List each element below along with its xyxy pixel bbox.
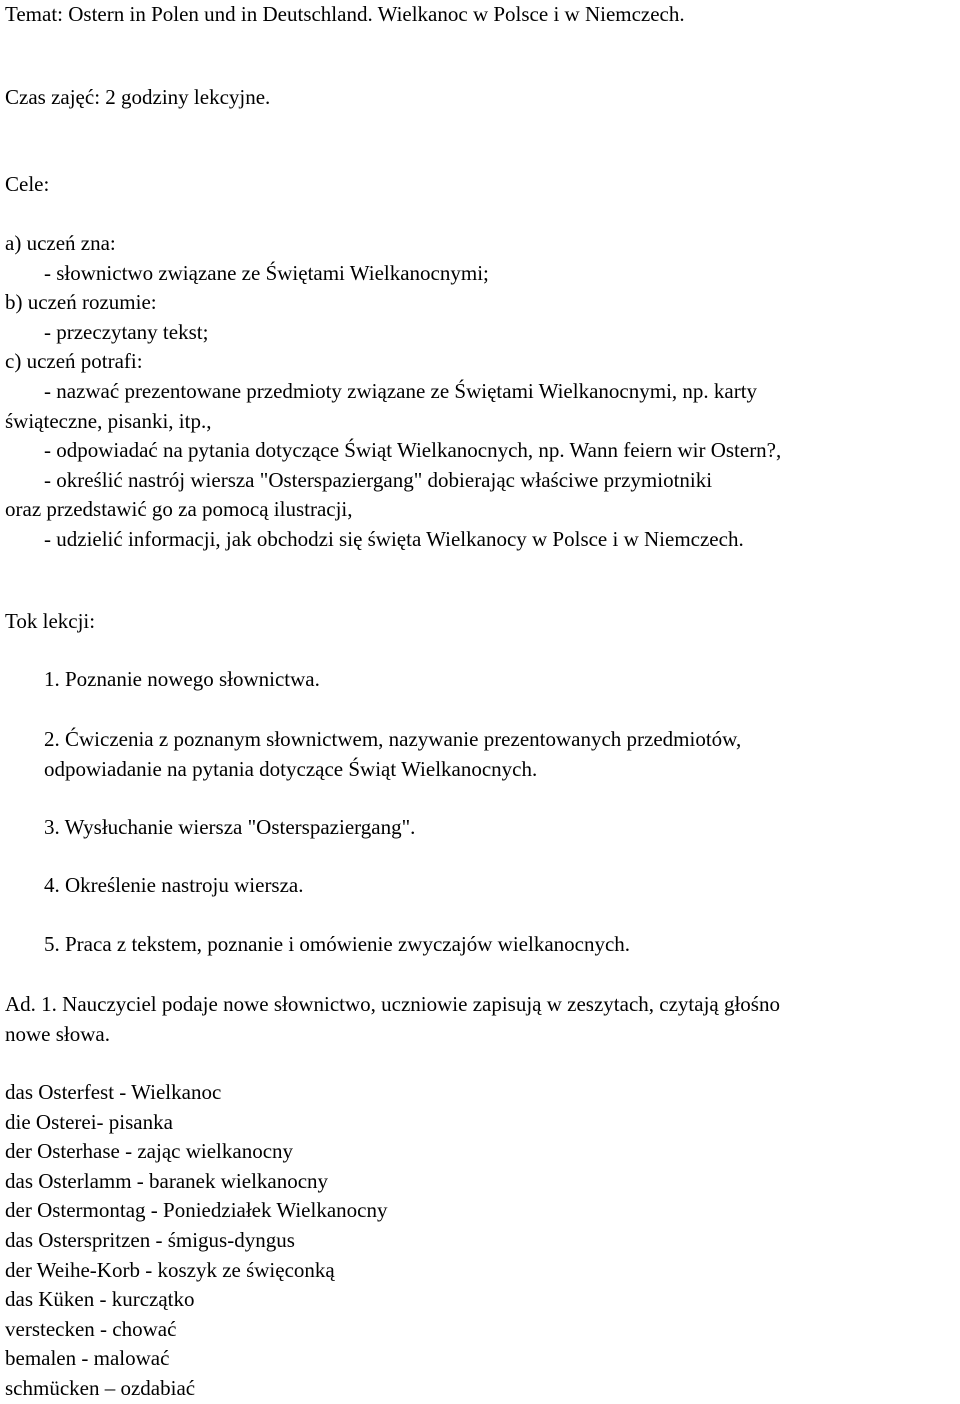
- vocabulary-list: [5, 1078, 387, 1404]
- ad1-paragraph: [5, 990, 780, 1049]
- ad1-line1: Ad. 1. Nauczyciel podaje nowe słownictwo, uczniowie zapisują w zeszytach, czytają głośno: [5, 992, 780, 1016]
- goal-c-item3-line2: oraz przedstawić go za pomocą ilustracji,: [5, 497, 353, 522]
- goals-heading: Cele:: [5, 172, 50, 196]
- lesson-duration: Czas zajęć: 2 godziny lekcyjne.: [5, 85, 271, 109]
- vocab-item: die Osterei- pisanka: [5, 1109, 173, 1134]
- goal-b-item: - przeczytany tekst;: [44, 319, 209, 344]
- lesson-step-5: 5. Praca z tekstem, poznanie i omówienie zwyczajów wielkanocnych.: [44, 932, 631, 956]
- lesson-step-3: 3. Wysłuchanie wiersza "Osterspaziergang".: [44, 815, 416, 839]
- vocab-item: bemalen - malować: [5, 1346, 170, 1371]
- lesson-topic: Temat: Ostern in Polen und in Deutschland. Wielkanoc w Polsce i w Niemczech.: [5, 2, 685, 26]
- lesson-step-1: 1. Poznanie nowego słownictwa.: [44, 667, 320, 691]
- vocab-item: der Osterhase - zając wielkanocny: [5, 1139, 294, 1164]
- lesson-step-2-line2: odpowiadanie na pytania dotyczące Świąt Wielkanocnych.: [44, 756, 538, 781]
- vocab-item: das Küken - kurczątko: [5, 1287, 195, 1312]
- goal-a-item: - słownictwo związane ze Świętami Wielkanocnymi;: [44, 260, 489, 285]
- ad1-line2: nowe słowa.: [5, 1021, 110, 1046]
- lesson-step-2: [5, 725, 741, 784]
- goal-c-item4: - udzielić informacji, jak obchodzi się święta Wielkanocy w Polsce i w Niemczech.: [44, 526, 744, 551]
- vocab-item: der Ostermontag - Poniedziałek Wielkanocny: [5, 1198, 388, 1223]
- vocab-item: der Weihe-Korb - koszyk ze święconką: [5, 1257, 335, 1282]
- vocab-item: das Osterspritzen - śmigus-dyngus: [5, 1227, 295, 1252]
- lesson-step-2-line1: 2. Ćwiczenia z poznanym słownictwem, nazywanie prezentowanych przedmiotów,: [44, 727, 742, 751]
- vocab-item: das Osterlamm - baranek wielkanocny: [5, 1168, 329, 1193]
- goal-a-label: a) uczeń zna:: [5, 231, 116, 255]
- goal-c-item1-line1: - nazwać prezentowane przedmioty związane ze Świętami Wielkanocnymi, np. karty: [44, 378, 758, 403]
- vocab-item: das Osterfest - Wielkanoc: [5, 1080, 222, 1104]
- vocab-item: schmücken – ozdabiać: [5, 1375, 196, 1400]
- goal-c-item2: - odpowiadać na pytania dotyczące Świąt Wielkanocnych, np. Wann feiern wir Ostern?,: [44, 438, 782, 463]
- goal-b-label: b) uczeń rozumie:: [5, 290, 157, 315]
- lesson-heading: Tok lekcji:: [5, 609, 96, 633]
- goals-list: [5, 229, 781, 555]
- goal-c-item3-line1: - określić nastrój wiersza "Osterspaziergang" dobierając właściwe przymiotniki: [44, 467, 713, 492]
- goal-c-item1-line2: świąteczne, pisanki, itp.,: [5, 408, 212, 433]
- goal-c-label: c) uczeń potrafi:: [5, 349, 143, 374]
- lesson-step-4: 4. Określenie nastroju wiersza.: [44, 873, 304, 897]
- vocab-item: verstecken - chować: [5, 1316, 177, 1341]
